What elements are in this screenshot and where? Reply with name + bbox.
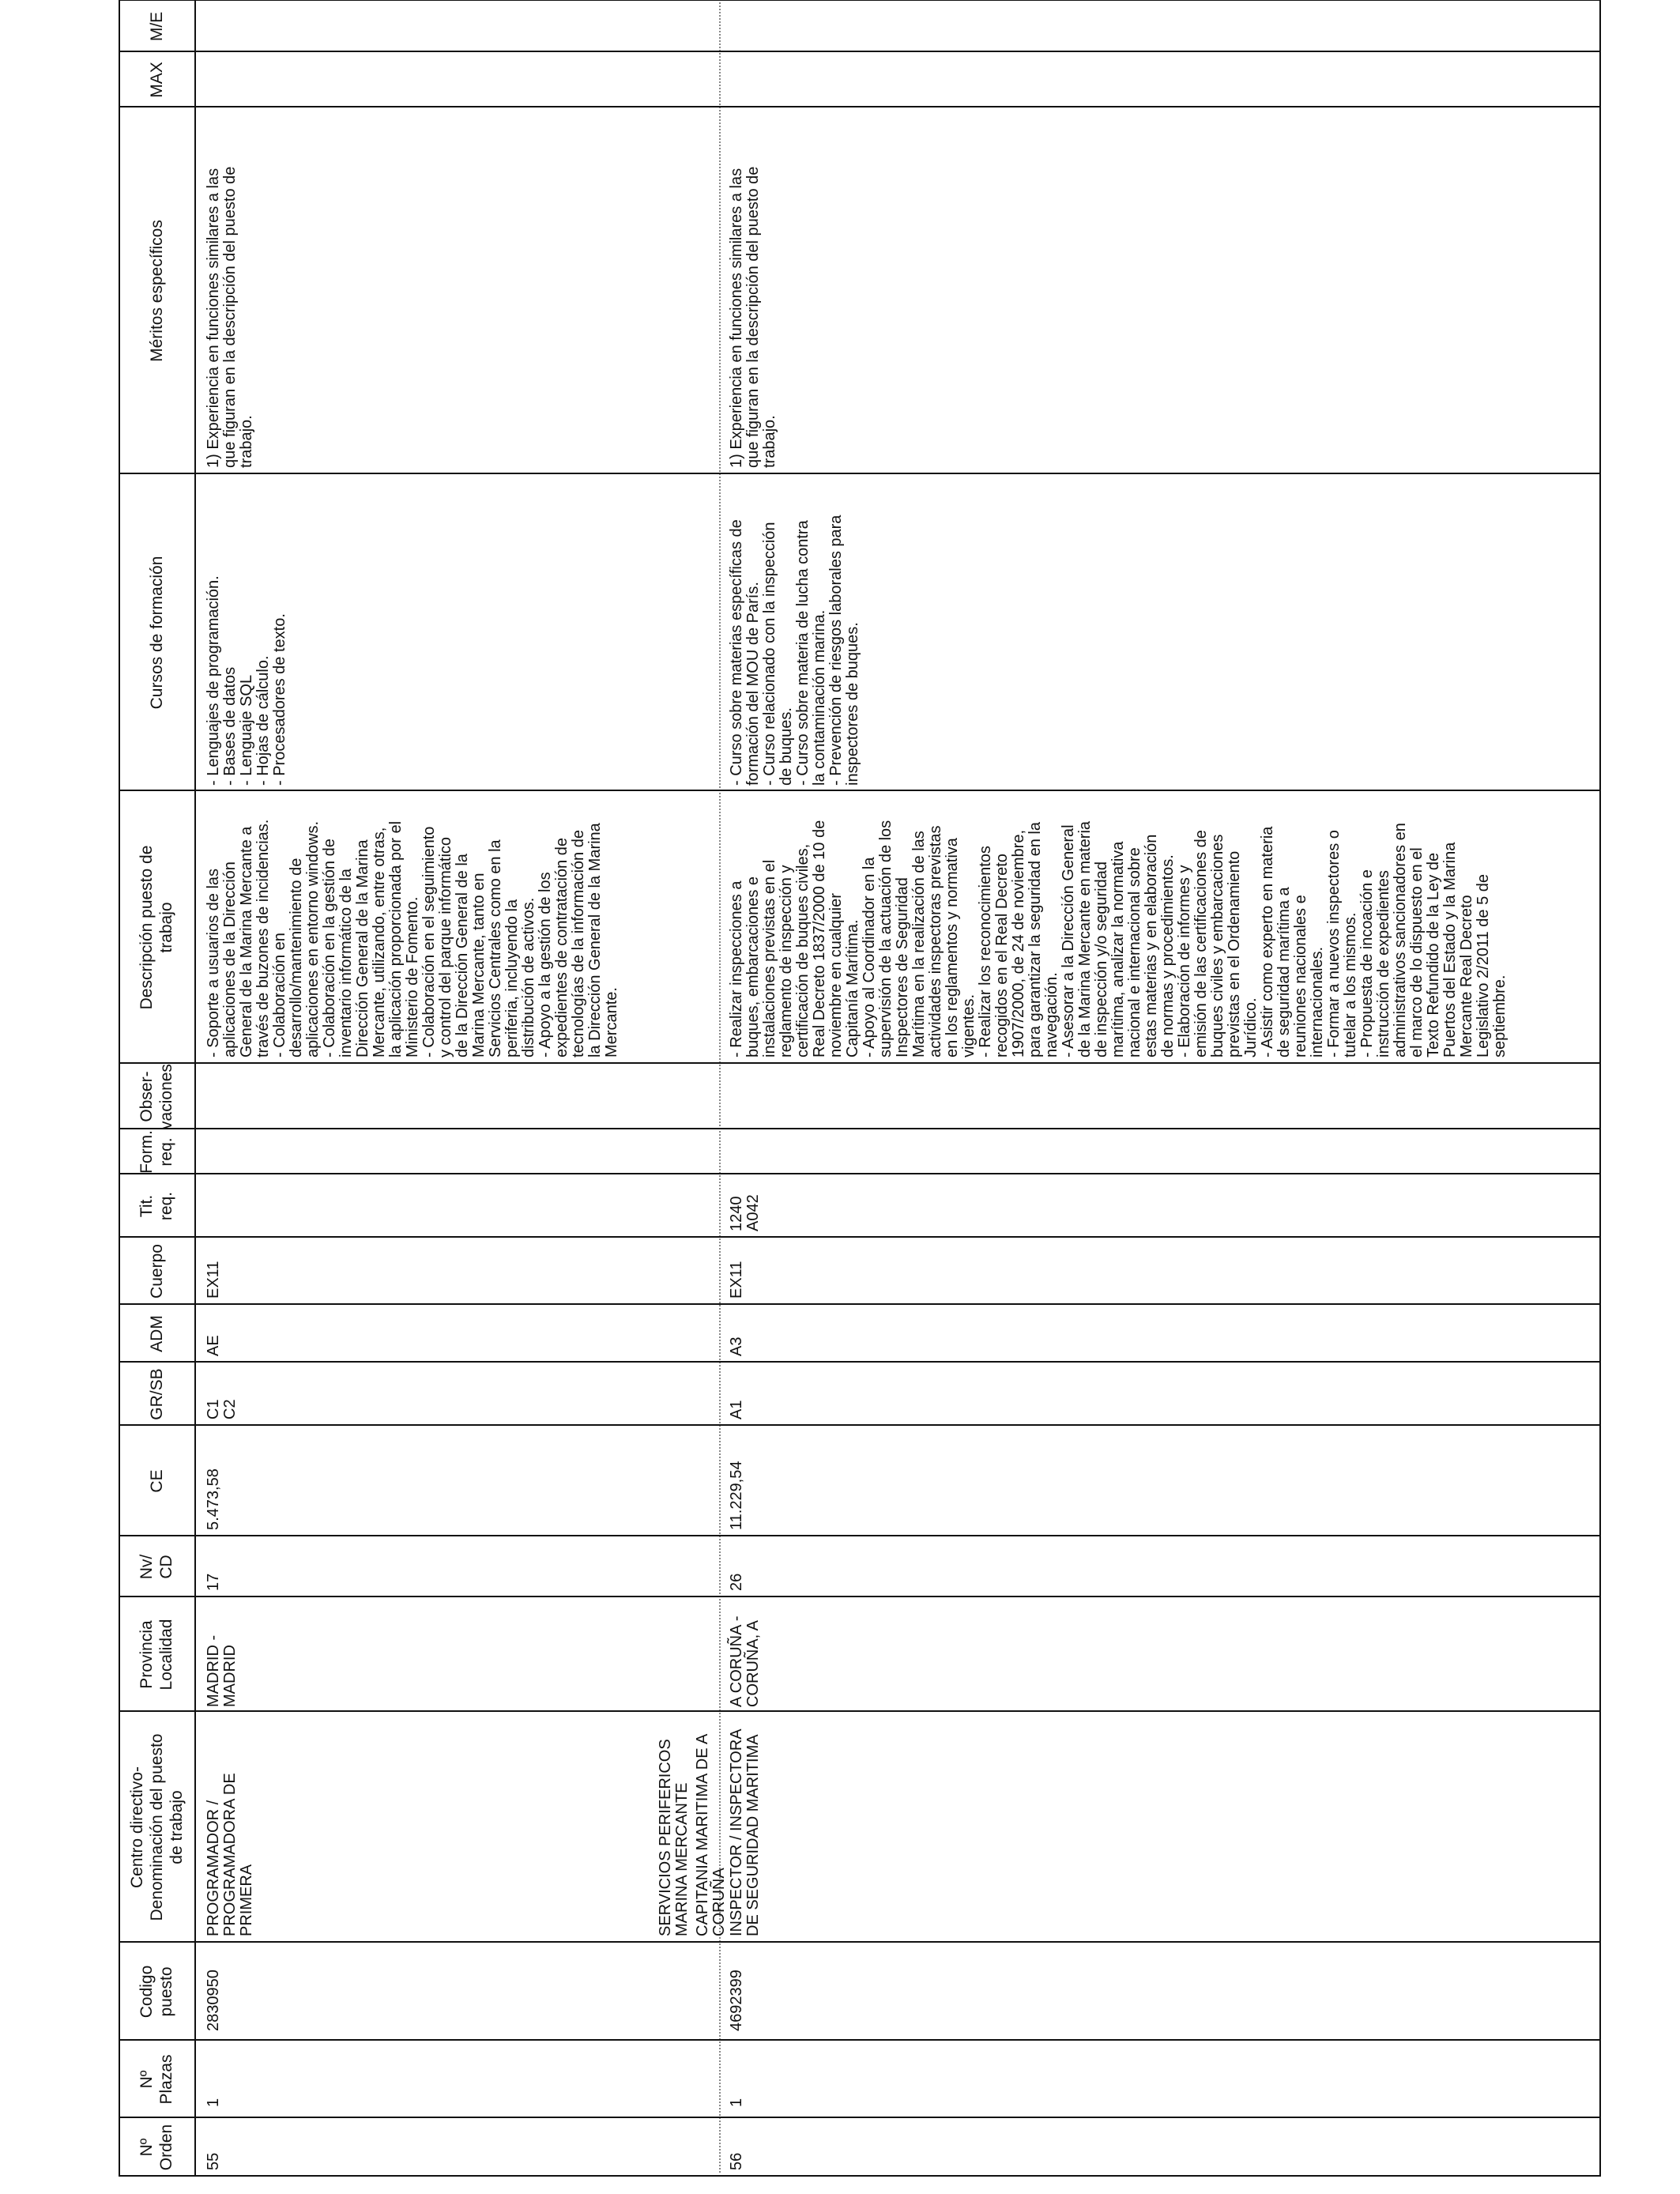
col-line [119,1424,1599,1426]
header-form: Form. req. [137,1130,175,1174]
centro-group-heading: SERVICIOS PERIFERICOS MARINA MERCANTE [657,1739,691,1936]
col-line [119,1173,1599,1174]
col-line [119,1535,1599,1536]
col-line [119,1062,1599,1064]
header-observaciones: Obser- vaciones [137,1064,175,1129]
header-descripcion: Descripción puesto de trabajo [137,845,175,1010]
col-line [119,1236,1599,1238]
row55-codigo: 2830950 [205,1970,222,2031]
row55-cursos: - Lenguajes de programación. - Bases de datos - Lenguaje SQL - Hojas de cálculo. - Procesadores de texto. [205,575,288,786]
col-line [119,1596,1599,1597]
row55-cuerpo: EX11 [205,1261,222,1299]
header-centro: Centro directivo- Denominación del puesto de trabajo [127,1733,186,1921]
row56-centro: INSPECTOR / INSPECTORA DE SEGURIDAD MARITIMA [728,1728,762,1936]
row56-codigo: 4692399 [728,1970,745,2031]
col-line [119,2039,1599,2041]
header-max: MAX [147,62,166,98]
col-line [119,790,1599,791]
col-line [119,2117,1599,2118]
header-me: M/E [147,11,166,42]
centro-sub-heading: CAPITANIA MARITIMA DE A CORUÑA [694,1733,728,1936]
row55-ce: 5.473,58 [205,1468,222,1530]
row55-adm: AE [205,1335,222,1356]
col-line [119,1710,1599,1712]
row56-adm: A3 [728,1336,745,1356]
col-line [119,1361,1599,1363]
row55-meritos: 1) Experiencia en funciones similares a las que figuran en la descripción del puesto de trabajo. [205,166,255,468]
col-line [119,2175,1599,2177]
header-codigo: Codigo puesto [137,1965,175,2019]
header-grupo: GR/SB [147,1368,166,1420]
row55-centro: PROGRAMADOR / PROGRAMADORA DE PRIMERA [205,1773,255,1936]
header-orden: Nº Orden [137,2124,175,2171]
header-bottom-border [194,0,196,2177]
row55-provincia: MADRID - MADRID [205,1634,239,1707]
row56-tit: 1240 A042 [728,1194,762,1231]
table-bottom-border [1599,0,1601,2177]
col-line [119,106,1599,107]
row56-orden: 56 [728,2152,745,2170]
row56-ce: 11.229,54 [728,1461,745,1530]
header-plazas: Nº Plazas [137,2054,175,2105]
col-line [119,1128,1599,1129]
row56-grupo: A1 [728,1400,745,1419]
row55-descripcion: - Soporte a usuarios de las aplicaciones de la Dirección General de la Marina Mercante a través de buzones de incidencias. - Colaboración en desarrollo/mantenimiento de aplicaciones en entorno windows. - Colaboración en la gestión de inventario informático de la Dirección General de la Marina Mercante, utilizando, entre otras, la aplicación proporcionada por el Ministerio de Fomento. - Colaboración en el seguimiento y control del parque informático de la Dirección General de la Marina Mercante, tanto en Servicios Centrales como en la periferia, incluyendo la distribución de activos. - Apoyo a la gestión de los expedientes de contratación de tecnologías de la información de la Dirección General de la Marina Mercante. [205,819,620,1057]
row55-grupo: C1 C2 [205,1399,239,1419]
row55-orden: 55 [205,2152,222,2170]
header-ce: CE [147,1469,166,1493]
col-line [119,51,1599,52]
row55-tit [201,1176,205,1231]
row55-nivel: 17 [205,1573,222,1591]
row56-meritos: 1) Experiencia en funciones similares a las que figuran en la descripción del puesto de trabajo. [728,166,778,468]
header-nivel: Nv/ CD [137,1554,175,1580]
header-meritos: Méritos específicos [147,220,166,362]
row56-descripcion: - Realizar inspecciones a buques, embarcaciones e instalaciones previstas en el reglamento de inspección y certificación de buques civiles, Real Decreto 1837/2000 de 10 de noviembre en cualquier Capitanía Marítima. - Apoyo al Coordinador en la supervisión de la actuación de los Inspectores de Seguridad Marítima en la realización de las actividades inspectoras previstas en los reglamentos y normativa vigentes. - Realizar los reconocimientos recogidos en el Real Decreto 1907/2000, de 24 de noviembre, para garantizar la seguridad en la navegación. - Asesorar a la Dirección General de la Marina Mercante en materia de inspección y/o seguridad marítima, analizar la normativa nacional e internacional sobre estas materias y en elaboración de normas y procedimientos. - Elaboración de informes y emisión de las certificaciones de buques civiles y embarcaciones previstas en el Ordenamiento Jurídico. - Asistir como experto en materia de seguridad marítima a reuniones nacionales e internacionales. - Formar a nuevos inspectores o tutelar a los mismos. - Propuesta de incoación e instrucción de expedientes administrativos sancionadores en el marco de lo dispuesto en el Texto Refundido de la Ley de Puertos del Estado y la Marina Mercante Real Decreto Legislativo 2/2011 de 5 de septiembre. [728,820,1509,1057]
header-cursos: Cursos de formación [147,556,166,710]
row56-nivel: 26 [728,1573,745,1591]
col-line [119,1303,1599,1305]
row56-cursos: - Curso sobre materias específicas de formación del MOU de París. - Curso relacionado con la inspección de buques. - Curso sobre materia de lucha contra la contaminación marina. - Prevención de riesgos laborales para inspectores de buques. [728,515,861,786]
col-line [119,0,1599,1]
row55-plazas: 1 [205,2098,222,2107]
row56-cuerpo: EX11 [728,1261,745,1299]
row56-provincia: A CORUÑA - CORUÑA, A [728,1615,762,1707]
col-line [119,473,1599,474]
col-line [119,1941,1599,1943]
header-adm: ADM [147,1315,166,1352]
header-tit: Tit. req. [137,1191,175,1221]
header-provincia: Provincia Localidad [137,1619,175,1691]
row56-plazas: 1 [728,2098,745,2107]
header-cuerpo: Cuerpo [147,1244,166,1299]
